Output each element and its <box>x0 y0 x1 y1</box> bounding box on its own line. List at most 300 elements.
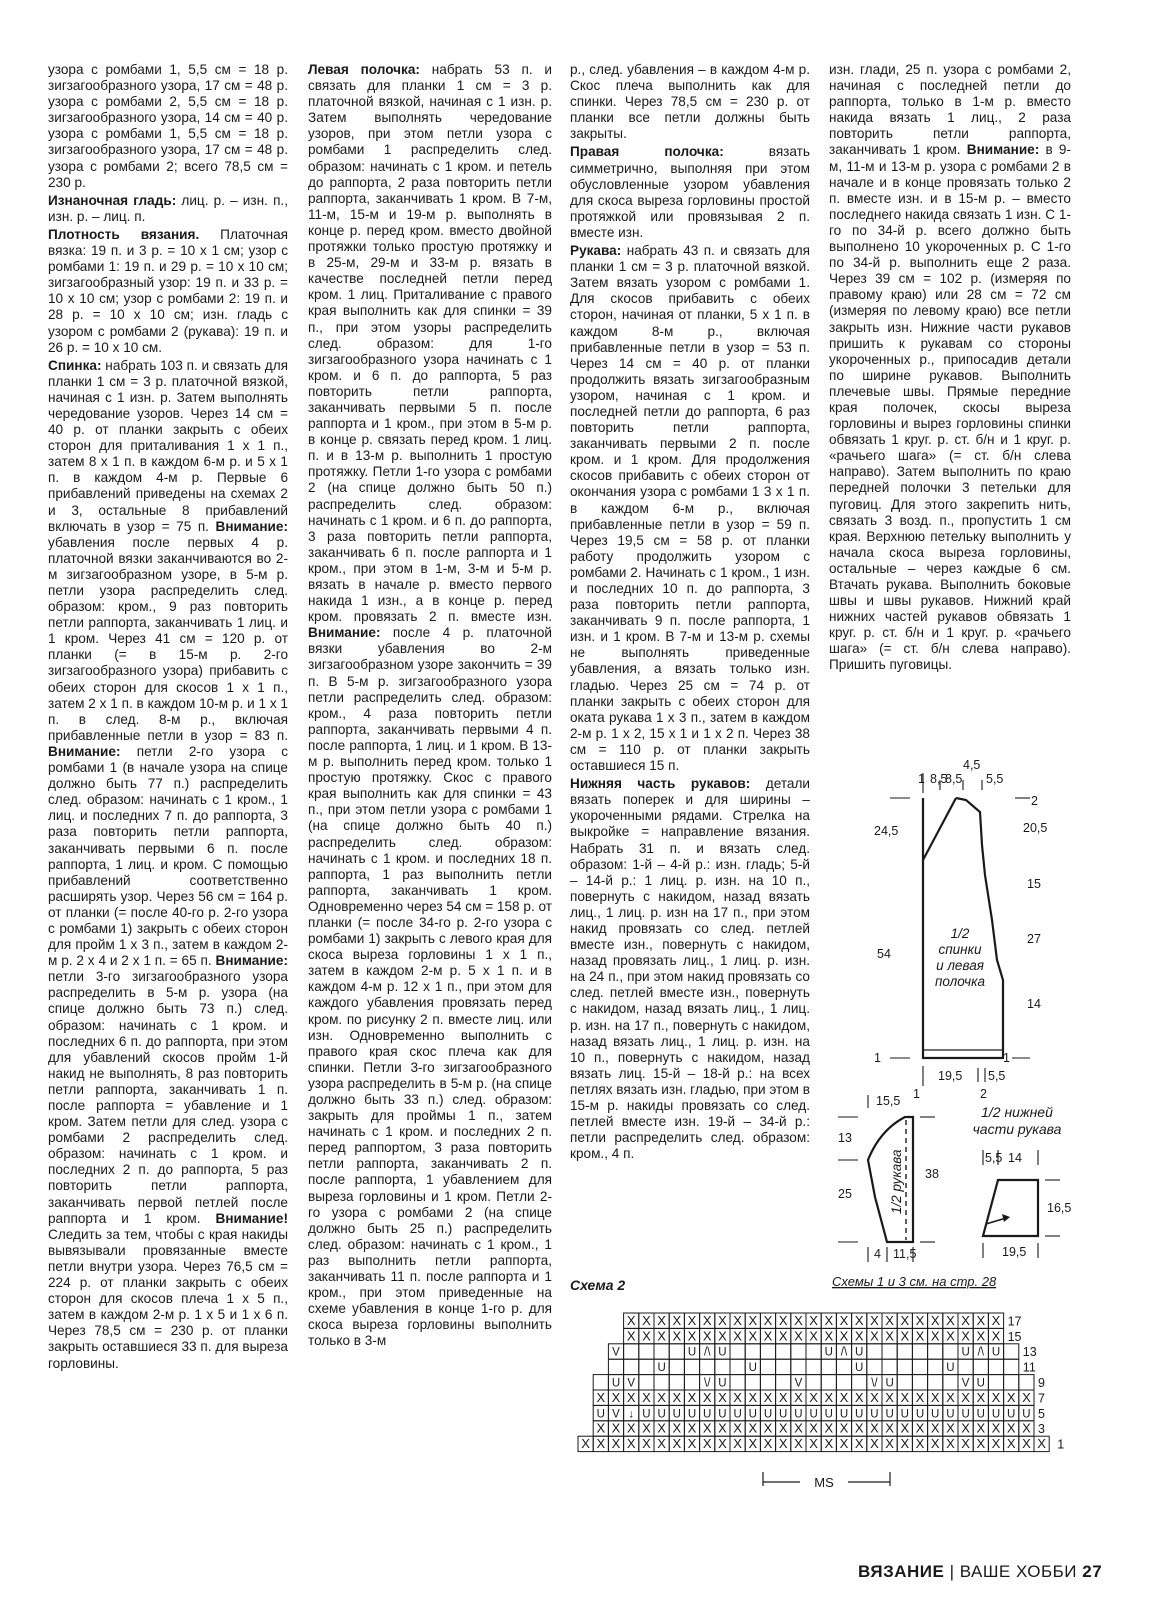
attention-label: Внимание: <box>215 518 288 534</box>
heading: Плотность вязания. <box>48 226 200 242</box>
dim-label: 13 <box>838 1131 852 1145</box>
stitch-symbol: X <box>718 1389 727 1405</box>
chart-cell <box>928 1359 943 1374</box>
stitch-symbol: X <box>642 1312 651 1328</box>
chart-cell <box>988 1375 1003 1390</box>
page-footer <box>858 1562 1102 1582</box>
chart-cell <box>943 1375 958 1390</box>
paragraph: Плотность вязания. Платочная вязка: 19 п. и 3 р. = 10 х 1 см; узор с ромбами 1: 19 п. и 29 р. = 10 х 10 см; зигзагообразный узор: 19 п. и 33 р. = 10 х 10 см; узор с ромбами 2: 19 п. и 28 р. = 10 х 10 см; изн. гладь с узором с ромбами 2 (рукава): 19 п. и 26 р. = 10 х 10 см. <box>48 226 288 355</box>
chart-cell <box>593 1375 608 1390</box>
stitch-symbol: X <box>778 1328 788 1344</box>
stitch-symbol: X <box>870 1420 879 1436</box>
stitch-symbol: V <box>961 1377 970 1390</box>
knitting-direction-arrow <box>986 1218 1006 1224</box>
stitch-symbol: X <box>672 1312 682 1328</box>
stitch-symbol: X <box>870 1312 879 1328</box>
stitch-symbol: X <box>900 1420 910 1436</box>
stitch-symbol: X <box>854 1389 864 1405</box>
stitch-symbol: X <box>596 1389 606 1405</box>
stitch-symbol: X <box>596 1436 606 1452</box>
dim-label: 4 <box>874 1247 881 1261</box>
stitch-symbol: U <box>1022 1408 1031 1421</box>
stitch-symbol: X <box>702 1420 712 1436</box>
stitch-symbol: X <box>854 1328 864 1344</box>
stitch-symbol: X <box>946 1436 955 1452</box>
stitch-symbol: X <box>991 1328 1001 1344</box>
marker-1: 1 <box>874 1051 881 1065</box>
chart-cell <box>745 1344 760 1359</box>
stitch-symbol: X <box>748 1420 758 1436</box>
stitch-symbol: U <box>946 1362 955 1375</box>
stitch-symbol: U <box>976 1377 985 1390</box>
chart-cell <box>1004 1344 1019 1359</box>
chart-cell <box>700 1359 715 1374</box>
stitch-symbol: U <box>657 1362 666 1375</box>
stitch-symbol: X <box>946 1420 955 1436</box>
stitch-symbol: U <box>900 1408 909 1421</box>
stitch-symbol: X <box>794 1389 803 1405</box>
stitch-symbol: U <box>824 1408 833 1421</box>
chart-row-number: 15 <box>1007 1329 1022 1344</box>
stitch-symbol: X <box>642 1420 651 1436</box>
stitch-symbol: U <box>718 1346 727 1359</box>
stitch-symbol: X <box>733 1436 742 1452</box>
stitch-symbol: X <box>778 1312 788 1328</box>
stitch-symbol: X <box>657 1436 666 1452</box>
chart-cell <box>745 1375 760 1390</box>
paragraph: изн. глади, 25 п. узора с ромбами 2, начиная с последней петли до раппорта, только в 1-м р. вместо накида вязать 1 лиц., 2 раза повторить петли раппорта, заканчивать 1 кром. Внимание: в 9-м, 11-м и 13-м р. узора с ромбами 2 в начале и в конце провязать только 2 п. вместе изн. и в 15-м р. – вместо последнего накида связать 1 изн. С 1-го по 34-й р. всего должно быть выполнено 10 укороченных р. С 1-го по 34-й р. выполнить еще 2 раза. Через 39 см = 102 р. (измеряя по правому краю) или 28 см = 72 см (измеряя по левому краю) все петли закрыть изн. Нижние части рукавов пришить к рукавам со стороны укороченных р., припосадив детали по ширине рукавов. Выполнить плечевые швы. Прямые передние края полочек, скосы выреза горловины и вырез горловины спинки обвязать 1 круг. р. ст. б/н и 1 круг. р. «рачьего шага» (= ст. б/н слева направо). Затем выполнить по краю передней полочки 3 петельки для пуговиц. Для этого закрепить нить, связать 3 возд. п., пропустить 1 см края. Верхнюю петельку выполнить у начала скоса выреза горловины, остальные – через каждые 6 см. Втачать рукава. Выполнить боковые швы и швы рукавов. Нижний край нижних частей рукавов обвязать 1 круг. р. ст. б/н и 1 круг. р. «рачьего шага» (= ст. б/н слева направо). Пришить пуговицы. <box>829 62 1071 673</box>
stitch-symbol: X <box>839 1312 849 1328</box>
stitch-symbol: X <box>778 1389 788 1405</box>
stitch-symbol: U <box>779 1408 788 1421</box>
schematic-title: части рукава <box>972 1121 1062 1137</box>
stitch-symbol: X <box>748 1312 758 1328</box>
marker-2: 2 <box>1031 794 1038 808</box>
stitch-symbol: X <box>824 1389 834 1405</box>
repeat-label: MS <box>814 1475 834 1490</box>
stitch-symbol: X <box>672 1420 682 1436</box>
stitch-symbol: X <box>809 1312 818 1328</box>
heading: Левая полочка: <box>308 62 420 77</box>
stitch-symbol: X <box>839 1436 849 1452</box>
paragraph: Спинка: набрать 103 п. и связать для планки 1 см = 3 р. платочной вязкой, начиная с 1 изн. р. Затем выполнять чередование узоров. Через 14 см = 40 р. от планки закрыть с обеих сторон для приталивания 1 х 1 п., затем 8 х 1 п. в каждом 6-м р. и 5 х 1 п. в каждом 4-м р. Первые 6 прибавлений приведены на схемах 2 и 3, остальные 8 прибавлений включать в узор = 75 п. Внимание: убавления после первых 4 р. платочной вязки заканчиваются во 2-м зигзагообразном узоре, в 5-м р. петли узора распределить след. образом: кром., 9 раз повторить петли раппорта, заканчивать 1 лиц. и 1 кром. Через 41 см = 120 р. от планки (= в 15-м р. 2-го зигзагообразного узора) прибавить с обеих сторон для скосов 1 х 1 п., затем 2 х 1 п. в каждом 10-м р. и 1 х 1 п. в след. 8-м р., включая прибавленные петли в узор = 83 п. Внимание: петли 2-го узора с ромбами 1 (в начале узора на спице должно быть 77 п.) распределить след. образом: начинать с 1 кром., 1 лиц. и последних 7 п. до раппорта, 3 раза повторить петли раппорта, заканчивать первыми 6 п. после раппорта, 1 лиц. и кром. С помощью прибавлений соответственно расширять узор. Через 56 см = 164 р. от планки (= после 40-го р. 2-го узора с ромбами 1) закрыть с обеих сторон для пройм 1 х 3 п., затем в каждом 2-м р. 2 х 4 и 2 х 1 п. = 65 п. Внимание: петли 3-го зигзагообразного узора распределить в 5-м р. узора (на спице должно быть 73 п.) след. образом: начинать с 1 кром. и последних 6 п. до раппорта, при этом для убавлений скосов пройм 1-й накид не выполнять, 8 раз повторить петли раппорта, заканчивать 1 п. после раппорта = убавление и 1 кром. Затем петли для след. узора с ромбами 2 распределить след. образом: начинать с 1 кром. и последних 2 п. до раппорта, 5 раз повторить петли раппорта, заканчивать первой петлей после раппорта и 1 кром. Внимание! Следить за тем, чтобы с края накиды вывязывали провязанные вместе петли внутри узора. Через 76,5 см = 224 р. от планки закрыть с обеих сторон для скосов плеча 1 х 5 п., затем в каждом 2-м р. 1 х 5 и 1 х 6 п. Через 78,5 см = 230 р. от планки закрыть оставшиеся 33 п. для выреза горловины. <box>48 357 288 1371</box>
stitch-symbol: X <box>748 1328 758 1344</box>
stitch-symbol: X <box>961 1312 970 1328</box>
stitch-symbol: X <box>946 1328 955 1344</box>
stitch-symbol: U <box>961 1346 970 1359</box>
stitch-symbol: X <box>809 1328 818 1344</box>
stitch-symbol: X <box>763 1436 773 1452</box>
stitch-symbol: U <box>976 1408 985 1421</box>
chart-cell <box>639 1359 654 1374</box>
stitch-symbol: X <box>1022 1436 1031 1452</box>
stitch-symbol: U <box>946 1408 955 1421</box>
chart-cell <box>806 1375 821 1390</box>
stitch-symbol: X <box>763 1312 773 1328</box>
stitch-symbol: X <box>672 1436 682 1452</box>
dim-label: 5,5 <box>986 772 1004 786</box>
stitch-symbol: X <box>991 1389 1001 1405</box>
stitch-symbol: X <box>733 1389 742 1405</box>
section-name: ВАШЕ ХОББИ <box>959 1562 1078 1581</box>
stitch-symbol: X <box>915 1312 925 1328</box>
chart-cell <box>867 1359 882 1374</box>
stitch-symbol: X <box>1006 1436 1016 1452</box>
stitch-symbol: X <box>763 1420 773 1436</box>
stitch-symbol: X <box>657 1420 666 1436</box>
chart-cell <box>988 1359 1003 1374</box>
schematic-title: 1/2 нижней <box>981 1104 1053 1120</box>
stitch-symbol: X <box>915 1328 925 1344</box>
arrow-head-icon <box>1002 1214 1010 1222</box>
chart-cell <box>897 1344 912 1359</box>
dim-label: 14 <box>1027 997 1041 1011</box>
footer-separator: | <box>944 1562 960 1581</box>
schematic-outline <box>983 1180 1038 1236</box>
stitch-symbol: X <box>991 1436 1001 1452</box>
stitch-symbol: X <box>1006 1420 1016 1436</box>
stitch-symbol: X <box>718 1312 727 1328</box>
chart-cell <box>928 1375 943 1390</box>
chart-cell <box>684 1375 699 1390</box>
schemes-reference-note: Схемы 1 и 3 см. на стр. 28 <box>832 1274 997 1289</box>
chart-cell <box>669 1359 684 1374</box>
stitch-symbol: X <box>870 1436 879 1452</box>
chart-cell <box>639 1344 654 1359</box>
dim-label: 14 <box>1008 1151 1022 1165</box>
stitch-symbol: X <box>687 1389 697 1405</box>
chart-cell <box>791 1359 806 1374</box>
stitch-symbol: X <box>961 1436 970 1452</box>
marker-1: 1 <box>913 1087 920 1101</box>
chart-cell <box>608 1359 623 1374</box>
stitch-symbol: X <box>778 1420 788 1436</box>
stitch-symbol: X <box>702 1436 712 1452</box>
stitch-symbol: U <box>1007 1408 1016 1421</box>
stitch-symbol: X <box>930 1312 940 1328</box>
chart-cell <box>639 1375 654 1390</box>
magazine-name: ВЯЗАНИЕ <box>858 1562 945 1581</box>
stitch-symbol: U <box>763 1408 773 1421</box>
chart-cell <box>669 1375 684 1390</box>
chart-cell <box>760 1344 775 1359</box>
schematic-lower-sleeve <box>973 1104 1072 1259</box>
chart-cell <box>821 1375 836 1390</box>
chart-cell <box>776 1359 791 1374</box>
chart-cell <box>669 1344 684 1359</box>
stitch-symbol: X <box>1022 1389 1031 1405</box>
stitch-symbol: X <box>794 1328 803 1344</box>
stitch-symbol: X <box>718 1328 727 1344</box>
stitch-symbol: X <box>930 1420 940 1436</box>
stitch-symbol: X <box>657 1389 666 1405</box>
stitch-symbol: X <box>961 1420 970 1436</box>
page-number: 27 <box>1082 1562 1103 1581</box>
chart-cell <box>928 1344 943 1359</box>
chart-cell <box>1004 1375 1019 1390</box>
attention-label: Внимание: <box>966 142 1040 158</box>
stitch-symbol: V <box>612 1408 620 1421</box>
stitch-symbol: X <box>687 1436 697 1452</box>
stitch-symbol: X <box>778 1436 788 1452</box>
stitch-symbol: U <box>657 1408 666 1421</box>
stitch-symbol: U <box>642 1408 651 1421</box>
stitch-symbol: X <box>687 1312 697 1328</box>
chart-cell <box>730 1344 745 1359</box>
scheme-title: Схема 2 <box>570 1277 626 1293</box>
stitch-symbol: X <box>824 1312 834 1328</box>
stitch-symbol: U <box>870 1408 879 1421</box>
stitch-symbol: U <box>718 1377 727 1390</box>
chart-cell <box>684 1359 699 1374</box>
chart-row-number: 17 <box>1007 1314 1022 1329</box>
stitch-symbol: X <box>976 1436 986 1452</box>
stitch-symbol: U <box>794 1408 803 1421</box>
stitch-symbol: X <box>718 1420 727 1436</box>
stitch-symbol: X <box>946 1312 955 1328</box>
stitch-symbol: X <box>794 1420 803 1436</box>
chart-cell <box>791 1344 806 1359</box>
paragraph: Правая полочка: вязать симметрично, выполняя при этом обусловленные узором убавления для скоса выреза горловины простой протяжкой или провязывая 2 п. вместе изн. <box>570 144 810 240</box>
stitch-symbol: U <box>931 1408 940 1421</box>
schematic-label: и левая <box>936 958 984 973</box>
stitch-symbol: X <box>657 1328 666 1344</box>
stitch-symbol: \/ <box>871 1377 878 1390</box>
stitch-symbol: X <box>794 1436 803 1452</box>
stitch-symbol: X <box>733 1420 742 1436</box>
stitch-symbol: X <box>642 1389 651 1405</box>
chart-cell <box>958 1359 973 1374</box>
stitch-symbol: X <box>961 1328 970 1344</box>
stitch-symbol: V <box>794 1377 803 1390</box>
chart-cell <box>730 1375 745 1390</box>
stitch-symbol: X <box>687 1420 697 1436</box>
stitch-symbol: X <box>748 1389 758 1405</box>
chart-cell <box>882 1359 897 1374</box>
stitch-symbol: X <box>611 1420 621 1436</box>
chart-cell <box>654 1344 669 1359</box>
paragraph: узора с ромбами 1, 5,5 см = 18 р. зигзагообразного узора, 17 см = 48 р. узора с ромбами 2, 5,5 см = 18 р. зигзагообразного узора, 14 см = 40 р. узора с ромбами 1, 5,5 см = 18 р. зигзагообразного узора, 17 см = 48 р. узора с ромбами 2; всего 78,5 см = 230 р. <box>48 62 288 190</box>
stitch-symbol: X <box>626 1389 636 1405</box>
chart-cell <box>836 1359 851 1374</box>
stitch-symbol: X <box>824 1420 834 1436</box>
stitch-symbol: X <box>657 1312 666 1328</box>
stitch-symbol: U <box>855 1362 864 1375</box>
chart-cell <box>806 1344 821 1359</box>
stitch-symbol: X <box>763 1389 773 1405</box>
stitch-symbol: X <box>626 1420 636 1436</box>
chart-row-number: 11 <box>1022 1360 1036 1375</box>
dim-label: 19,5 <box>938 1069 963 1083</box>
stitch-symbol: X <box>961 1389 970 1405</box>
stitch-symbol: X <box>839 1328 849 1344</box>
dim-label: 20,5 <box>1023 821 1048 835</box>
stitch-symbol: X <box>885 1389 894 1405</box>
stitch-symbol: V <box>627 1377 636 1390</box>
stitch-symbol: X <box>702 1328 712 1344</box>
chart-row-number: 9 <box>1038 1376 1045 1390</box>
stitch-symbol: X <box>976 1328 986 1344</box>
chart-cell <box>897 1375 912 1390</box>
stitch-symbol: U <box>748 1362 757 1375</box>
schematic-label: 1/2 рукава <box>889 1149 904 1214</box>
stitch-symbol: X <box>809 1389 818 1405</box>
stitch-symbol: X <box>642 1328 651 1344</box>
schematic-label: спинки <box>938 942 982 957</box>
stitch-symbol: ↓ <box>628 1408 635 1421</box>
stitch-symbol: X <box>672 1389 682 1405</box>
stitch-symbol: X <box>976 1389 986 1405</box>
heading: Спинка: <box>48 357 102 373</box>
dim-label: 5,5 <box>988 1069 1006 1083</box>
paragraph: р., след. убавления – в каждом 4-м р. Скос плеча выполнить как для спинки. Через 78,5 см = 230 р. от планки все петли должны быть закрыты. <box>570 62 810 142</box>
stitch-symbol: X <box>946 1389 955 1405</box>
marker-1: 1 <box>1003 1051 1010 1065</box>
stitch-symbol: X <box>702 1389 712 1405</box>
schematic-label: полочка <box>934 974 986 989</box>
stitch-symbol: X <box>991 1312 1001 1328</box>
chart-cell <box>654 1375 669 1390</box>
dim-label: 8,5 <box>945 772 963 786</box>
chart-cell <box>624 1344 639 1359</box>
stitch-symbol: U <box>991 1408 1001 1421</box>
chart-cell <box>1004 1359 1019 1374</box>
chart-cell <box>776 1344 791 1359</box>
stitch-symbol: X <box>733 1328 742 1344</box>
stitch-symbol: X <box>991 1420 1001 1436</box>
stitch-symbol: U <box>703 1408 712 1421</box>
stitch-symbol: X <box>642 1436 651 1452</box>
stitch-symbol: U <box>839 1408 849 1421</box>
chart-cell <box>760 1375 775 1390</box>
stitch-symbol: X <box>1037 1436 1046 1452</box>
stitch-symbol: X <box>885 1436 894 1452</box>
stitch-symbol: X <box>611 1389 621 1405</box>
chart-cell <box>760 1359 775 1374</box>
chart-cell <box>943 1344 958 1359</box>
stitch-symbol: X <box>687 1328 697 1344</box>
stitch-symbol: /\ <box>840 1346 848 1359</box>
stitch-symbol: U <box>915 1408 925 1421</box>
dim-label: 5,5 <box>985 1151 1003 1165</box>
heading: Изнаночная гладь: <box>48 192 177 208</box>
stitch-symbol: X <box>611 1436 621 1452</box>
chart-cell <box>912 1375 927 1390</box>
stitch-symbol: X <box>870 1328 879 1344</box>
stitch-symbol: X <box>854 1420 864 1436</box>
stitch-symbol: X <box>885 1328 894 1344</box>
dim-label: 54 <box>877 947 891 961</box>
stitch-symbol: /\ <box>977 1346 984 1359</box>
chart-cell <box>1019 1375 1034 1390</box>
stitch-symbol: X <box>915 1389 925 1405</box>
knitting-chart-row-labels <box>1008 1314 1065 1451</box>
stitch-symbol: U <box>611 1377 621 1390</box>
paragraph: Изнаночная гладь: лиц. р. – изн. п., изн. р. – лиц. п. <box>48 192 288 224</box>
stitch-symbol: U <box>733 1408 742 1421</box>
stitch-symbol: U <box>809 1408 818 1421</box>
chart-cell <box>897 1359 912 1374</box>
heading: Правая полочка: <box>570 144 724 160</box>
stitch-symbol: U <box>885 1377 894 1390</box>
chart-cell <box>882 1344 897 1359</box>
knitting-chart-grid <box>578 1313 1049 1452</box>
stitch-symbol: X <box>885 1312 894 1328</box>
stitch-symbol: X <box>794 1312 803 1328</box>
chart-cell <box>821 1359 836 1374</box>
stitch-symbol: X <box>824 1328 834 1344</box>
attention-label: Внимание! <box>215 1210 288 1226</box>
stitch-symbol: U <box>596 1408 605 1421</box>
neckline-cut <box>923 798 956 860</box>
paragraph: Нижняя часть рукавов: детали вязать поперек и для ширины – укороченными рядами. Стрелка на выкройке = направление вязания. Набрать 31 п. и вязать след. образом: 1-й – 4-й р.: изн. гладь; 5-й – 14-й р.: 1 лиц. р. изн. на 10 п., повернуть с накидом, назад вязать лиц., 1 лиц. р. изн на 17 п., при этом накид провязать со след. петлей вместе изн., повернуть с накидом, назад провязать лиц., 1 лиц. р. изн. на 24 п., при этом накид провязать со след. петлей вместе изн., повернуть с накидом, назад вязать лиц., 1 лиц. р. изн. на 17 п., повернуть с накидом, назад вязать лиц., 1 лиц. р. изн. на 10 п., повернуть с накидом, назад вязать лиц. 15-й – 18-й р.: на всех петлях вязать изн. гладью, при этом в 15-м р. накиды провязать со след. петлей вместе изн. 19-й – 34-й р.: петли распределить след. образом: кром., 4 п. <box>570 776 810 1162</box>
paragraph: Рукава: набрать 43 п. и связать для планки 1 см = 3 р. платочной вязкой. Затем вязать узором с ромбами 1. Для скосов прибавить с обеих сторон, начиная от планки, 5 х 1 п. в каждом 8-м р., включая прибавленные петли в узор = 53 п. Через 14 см = 40 р. от планки продолжить вязать зигзагообразным узором, начиная с 1 кром. и последней петли до раппорта, 6 раз повторить петли раппорта, заканчивать первыми 2 п. после кром. и 1 кром. Для продолжения скосов прибавить с обеих сторон от окончания узора с ромбами 1 3 х 1 п. в каждом 6-м р., включая прибавленные петли в узор = 59 п. Через 19,5 см = 58 р. от планки работу продолжить узором с ромбами 2. Начинать с 1 кром., 1 изн. и последних 10 п. до раппорта, 3 раза повторить петли раппорта, заканчивать 9 п. после раппорта, 1 изн. и 1 кром. В 7-м и 13-м р. схемы не выполнять приведенные убавления, а вязать только изн. гладью. Через 25 см = 74 р. от планки закрыть с обеих сторон для оката рукава 1 х 3 п., затем в каждом 2-м р. 1 х 2, 15 х 1 и 1 х 2 п. Через 38 см = 110 р. от планки закрыть оставшиеся 15 п. <box>570 243 810 774</box>
dim-label: 8,5 <box>930 772 948 786</box>
dim-label: 19,5 <box>1002 1245 1027 1259</box>
stitch-symbol: U <box>961 1408 970 1421</box>
dim-label: 38 <box>925 1167 939 1181</box>
chart-cell <box>836 1375 851 1390</box>
stitch-symbol: U <box>885 1408 894 1421</box>
stitch-symbol: X <box>854 1436 864 1452</box>
chart-cell <box>912 1344 927 1359</box>
stitch-symbol: X <box>915 1436 925 1452</box>
marker-2: 2 <box>980 1087 987 1101</box>
stitch-symbol: X <box>718 1436 727 1452</box>
stitch-symbol: X <box>733 1312 742 1328</box>
stitch-symbol: X <box>1022 1420 1031 1436</box>
dim-label: 16,5 <box>1047 1201 1072 1215</box>
stitch-symbol: X <box>1006 1389 1016 1405</box>
schematic-label: 1/2 <box>950 926 970 941</box>
stitch-symbol: X <box>626 1312 636 1328</box>
stitch-symbol: X <box>596 1420 606 1436</box>
stitch-symbol: X <box>900 1328 910 1344</box>
stitch-symbol: X <box>854 1312 864 1328</box>
chart-row-number: 1 <box>1057 1437 1065 1452</box>
stitch-symbol: /\ <box>704 1346 711 1359</box>
stitch-symbol: U <box>855 1346 864 1359</box>
heading: Нижняя часть рукавов: <box>570 776 751 792</box>
chart-row-number: 13 <box>1022 1345 1037 1360</box>
paragraph: Левая полочка: набрать 53 п. и связать для планки 1 см = 3 р. платочной вязкой, начиная с 1 изн. р. Затем выполнять чередование узоров, при этом петли узора с ромбами 1 распределить след. образом: начинать с 1 кром. и петель до раппорта, 2 раза повторить петли раппорта, заканчивать 1 кром. В 7-м, 11-м, 15-м и 19-м р. выполнять в конце р. перед кром. вместо двойной протяжки только простую протяжку и в 25-м, 29-м и 33-м р. вязать в качестве последней петли перед кром. 1 лиц. Приталивание с правого края выполнить как для спинки = 39 п., при этом узоры распределить след. образом: для 1-го зигзагообразного узора начинать с 1 кром. и 6 п. до раппорта, 5 раз повторить петли раппорта, заканчивать первыми 5 п. после раппорта и 1 кром., при этом в 5-м р. в конце р. связать перед кром. 1 лиц. п. и в 13-м р. выполнить 1 простую протяжку. Петли 1-го узора с ромбами 2 (на спице должно быть 50 п.) распределить след. образом: начинать с 1 кром. и 6 п. до раппорта, 3 раза повторить петли раппорта, заканчивать 6 п. после раппорта и 1 кром., при этом в 1-м, 3-м и 5-м р. вязать в начале р. вместо первого накида 1 изн., а в конце р. перед кром. провязать 2 п. вместе изн. Внимание: после 4 р. платочной вязки убавления во 2-м зигзагообразном узоре закончить = 39 п. В 5-м р. зигзагообразного узора петли распределить след. образом: кром., 4 раза повторить петли раппорта, заканчивать первыми 4 п. после раппорта, 1 лиц. и 1 кром. В 13-м р. выполнить перед кром. только 1 простую протяжку. Скос с правого края выполнить как для спинки = 43 п., при этом петли узора с ромбами 1 (на спице должно быть 40 п.) распределить след. образом: начинать с 1 кром. и последних 18 п. раппорта, 1 раз выполнить петли раппорта, заканчивать 1 кром. Одновременно через 54 см = 158 р. от планки (= после 34-го р. 2-го узора с ромбами 1) закрыть с левого края для скоса выреза горловины 1 х 1 п., затем в каждом 2-м р. 5 х 1 п. и в каждом 4-м р. 12 х 1 п., при этом для каждого убавления провязать перед кром. по рисунку 2 п. вместе лиц. или изн. Одновременно выполнить с правого края скос плеча как для спинки. Петли 3-го зигзагообразного узора распределить в 5-м р. (на спице должно быть 33 п.) след. образом: закрыть для проймы 1 п., затем начинать с 1 кром. и последних 2 п. перед раппортом, 3 раза повторить петли раппорта, заканчивать 2 п. после раппорта, 1 убавлением для выреза горловины и 1 кром. Петли 2-го узора с ромбами 2 (на спице должно быть 25 п.) распределить след. образом: начинать с 1 кром., 1 раз выполнить петли раппорта, заканчивать 11 п. после раппорта и 1 кром., при этом приведенные на схеме убавления в конце 1-го р. для скоса выреза горловины выполнить только в 3-м <box>308 62 552 1349</box>
stitch-symbol: X <box>672 1328 682 1344</box>
stitch-symbol: U <box>718 1408 727 1421</box>
chart-row-number: 7 <box>1038 1391 1045 1406</box>
chart-row-number: 3 <box>1038 1422 1045 1437</box>
dim-label: 27 <box>1027 932 1041 946</box>
stitch-symbol: X <box>870 1389 879 1405</box>
chart-row-number: 5 <box>1038 1406 1045 1421</box>
dim-label: 25 <box>838 1187 852 1201</box>
chart-cell <box>852 1375 867 1390</box>
stitch-symbol: X <box>976 1312 986 1328</box>
chart-cell <box>912 1359 927 1374</box>
chart-cell <box>715 1359 730 1374</box>
chart-cell <box>730 1359 745 1374</box>
chart-cell <box>867 1344 882 1359</box>
stitch-symbol: X <box>900 1389 910 1405</box>
stitch-symbol: X <box>839 1389 849 1405</box>
stitch-symbol: X <box>930 1436 940 1452</box>
stitch-symbol: X <box>809 1420 818 1436</box>
stitch-symbol: X <box>626 1328 636 1344</box>
attention-label: Внимание: <box>48 743 121 759</box>
stitch-symbol: U <box>991 1346 1001 1359</box>
stitch-symbol: X <box>839 1420 849 1436</box>
heading: Рукава: <box>570 243 622 259</box>
chart-cell <box>624 1359 639 1374</box>
